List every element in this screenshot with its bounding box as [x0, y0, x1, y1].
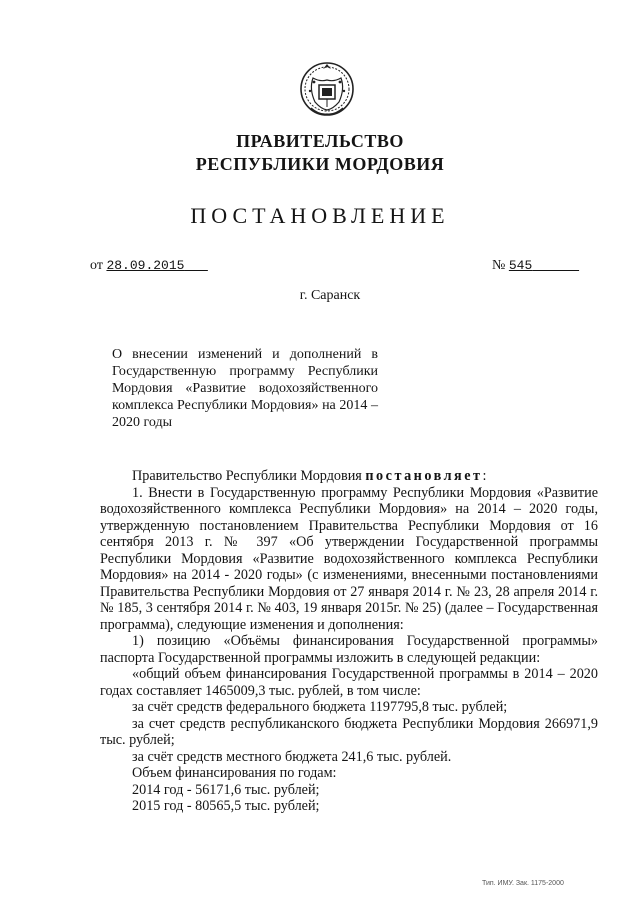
number-prefix: №	[492, 258, 506, 273]
intro-emphasis: постановляет	[365, 468, 483, 484]
intro-text: Правительство Республики Мордовия	[132, 468, 366, 484]
date-prefix: от	[90, 258, 103, 273]
document-date	[90, 258, 208, 274]
coat-of-arms-emblem	[297, 58, 357, 118]
paragraph-6: за счёт средств местного бюджета 241,6 тыс. рублей.	[132, 748, 452, 765]
paragraph-8: 2014 год - 56171,6 тыс. рублей;	[132, 781, 320, 798]
paragraph-7: Объем финансирования по годам:	[132, 765, 337, 781]
org-name-line1: ПРАВИТЕЛЬСТВО	[236, 131, 404, 151]
org-name-line2: РЕСПУБЛИКИ МОРДОВИЯ	[195, 154, 445, 174]
print-footer: Тип. ИМУ. Зак. 1175-2000	[482, 880, 564, 887]
paragraph-2: 1) позицию «Объёмы финансирования Государственной программы» паспорта Государственной программы изложить в следующей редакции:	[100, 633, 598, 666]
city-line: г. Саранск	[299, 288, 361, 303]
intro-paragraph	[100, 468, 598, 485]
date-value: 28.09.2015	[106, 258, 185, 273]
paragraph-3: «общий объем финансирования Государственной программы в 2014 – 2020 годах составляет 1465009,3 тыс. рублей, в том числе:	[100, 666, 598, 699]
decree-body	[100, 468, 598, 815]
paragraph-4: за счёт средств федерального бюджета 1197795,8 тыс. рублей;	[132, 699, 508, 715]
document-type-title: ПОСТАНОВЛЕНИЕ	[190, 203, 450, 228]
paragraph-1: 1. Внести в Государственную программу Республики Мордовия «Развитие водохозяйственного комплекса Республики Мордовия» на 2014 – 2020 годы, утвержденную постановлением Правительства Республики Мордовия от 16 сентября 2013 г. № 397 «Об утверждении Государственной программы Республики Мордовия «Развитие водохозяйственного комплекса Республики Мордовия» на 2014 - 2020 годы» (с изменениями, внесенными постановлениями Правительства Республики Мордовия от 27 января 2014 г. № 23, 28 апреля 2014 г. № 185, 3 сентября 2014 г. № 403, 19 января 2015г. № 25) (далее – Государственная программа), следующие изменения и дополнения:	[100, 484, 598, 633]
number-value: 545	[508, 258, 533, 273]
decree-subject: О внесении изменений и дополнений в Государственную программу Республики Мордовия «Развитие водохозяйственного комплекса Республики Мордовия» на 2014 – 2020 годы	[112, 347, 378, 430]
intro-colon: :	[482, 468, 487, 484]
document-number	[492, 258, 579, 274]
paragraph-9: 2015 год - 80565,5 тыс. рублей;	[132, 798, 320, 814]
paragraph-5: за счет средств республиканского бюджета Республики Мордовия 266971,9 тыс. рублей;	[100, 715, 598, 748]
